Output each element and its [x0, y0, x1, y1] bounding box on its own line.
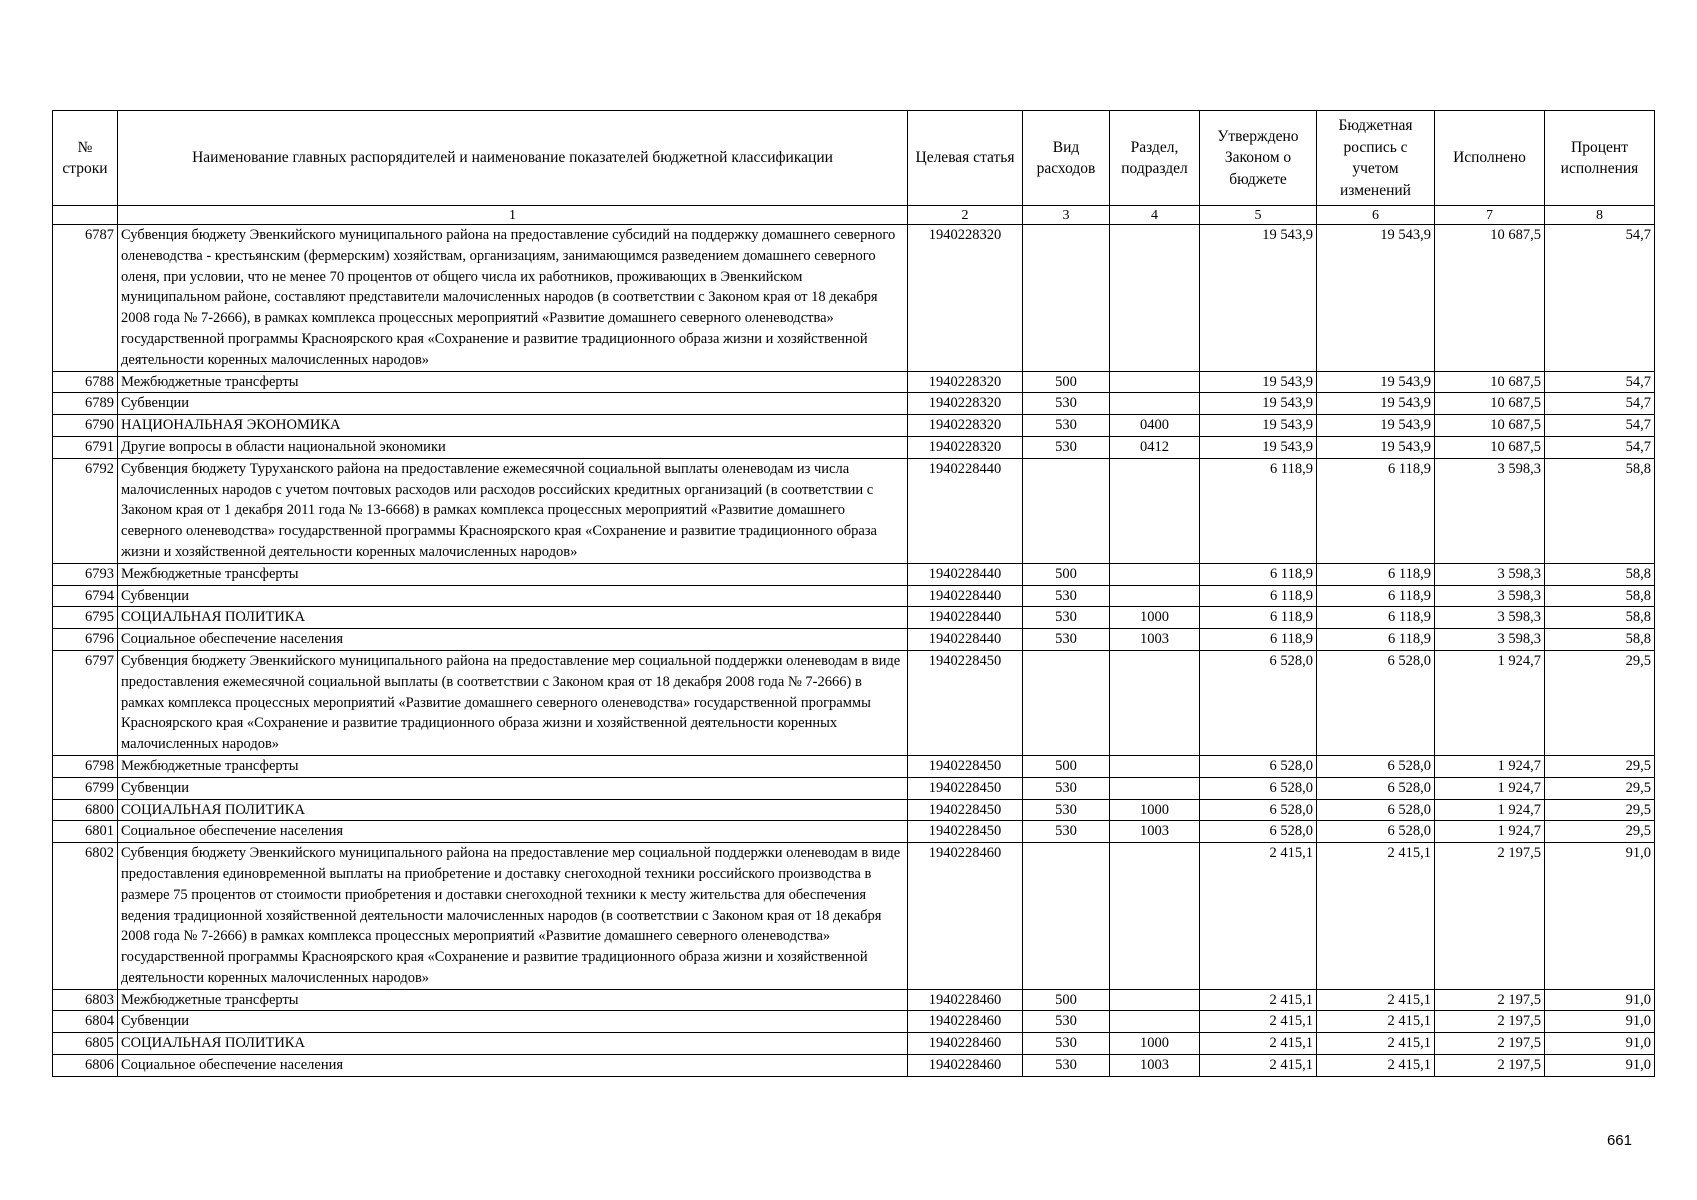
executed-amount-cell: 10 687,5	[1435, 371, 1545, 393]
budget-list-amount-cell: 6 118,9	[1317, 563, 1435, 585]
executed-amount-cell: 10 687,5	[1435, 393, 1545, 415]
column-header-percent: Процент исполнения	[1545, 111, 1655, 206]
budget-list-amount-cell: 2 415,1	[1317, 1011, 1435, 1033]
row-number-cell: 6795	[53, 607, 118, 629]
section-cell	[1110, 225, 1200, 372]
target-item-cell: 1940228320	[908, 225, 1023, 372]
budget-list-amount-cell: 6 528,0	[1317, 777, 1435, 799]
description-cell: Субвенция бюджету Туруханского района на предоставление ежемесячной социальной выплаты оленеводам из числа малочисленных народов с учетом почтовых расходов или расходов российских кредитных организаций (в соответствии с Законом края от 1 декабря 2011 года № 13-6668) в рамках комплекса процессных мероприятий «Развитие домашнего северного оленеводства» государственной программы Красноярского края «Сохранение и развитие традиционного образа жизни и хозяйственной деятельности коренных малочисленных народов»	[118, 458, 908, 563]
budget-list-amount-cell: 6 528,0	[1317, 821, 1435, 843]
target-item-cell: 1940228450	[908, 799, 1023, 821]
approved-amount-cell: 6 118,9	[1200, 585, 1317, 607]
header-row	[53, 111, 1655, 206]
executed-amount-cell: 10 687,5	[1435, 225, 1545, 372]
percent-cell: 29,5	[1545, 821, 1655, 843]
column-header-section: Раздел, подраздел	[1110, 111, 1200, 206]
description-cell: Субвенция бюджету Эвенкийского муниципального района на предоставление субсидий на поддержку домашнего северного оленеводства - крестьянским (фермерским) хозяйствам, организациям, занимающимся разведением домашнего северного оленя, при условии, что не менее 70 процентов от общего числа их работников, проживающих в Эвенкийском муниципальном районе, составляют представители малочисленных народов (в соответствии с Законом края от 18 декабря 2008 года № 7-2666), в рамках комплекса процессных мероприятий «Развитие домашнего северного оленеводства» государственной программы Красноярского края «Сохранение и развитие традиционного образа жизни и хозяйственной деятельности коренных малочисленных народов»	[118, 225, 908, 372]
description-cell: НАЦИОНАЛЬНАЯ ЭКОНОМИКА	[118, 415, 908, 437]
target-item-cell: 1940228320	[908, 415, 1023, 437]
table-row	[53, 799, 1655, 821]
percent-cell: 91,0	[1545, 1055, 1655, 1077]
table-row	[53, 563, 1655, 585]
table-row	[53, 585, 1655, 607]
row-number-cell: 6789	[53, 393, 118, 415]
executed-amount-cell: 3 598,3	[1435, 563, 1545, 585]
expense-type-cell: 500	[1023, 563, 1110, 585]
row-number-cell: 6796	[53, 629, 118, 651]
executed-amount-cell: 3 598,3	[1435, 585, 1545, 607]
section-cell: 0412	[1110, 436, 1200, 458]
column-header-target-item: Целевая статья	[908, 111, 1023, 206]
target-item-cell: 1940228440	[908, 607, 1023, 629]
budget-list-amount-cell: 6 118,9	[1317, 585, 1435, 607]
column-number: 5	[1200, 206, 1317, 225]
row-number-cell: 6791	[53, 436, 118, 458]
column-header-executed: Исполнено	[1435, 111, 1545, 206]
row-number-cell: 6802	[53, 843, 118, 990]
description-cell: Межбюджетные трансферты	[118, 755, 908, 777]
column-header-row-number: № строки	[53, 111, 118, 206]
section-cell	[1110, 458, 1200, 563]
expense-type-cell: 500	[1023, 371, 1110, 393]
budget-table	[52, 110, 1655, 1077]
percent-cell: 54,7	[1545, 436, 1655, 458]
row-number-cell: 6790	[53, 415, 118, 437]
column-number: 1	[118, 206, 908, 225]
description-cell: СОЦИАЛЬНАЯ ПОЛИТИКА	[118, 1033, 908, 1055]
expense-type-cell	[1023, 458, 1110, 563]
column-number	[53, 206, 118, 225]
approved-amount-cell: 2 415,1	[1200, 1055, 1317, 1077]
budget-list-amount-cell: 6 118,9	[1317, 458, 1435, 563]
section-cell	[1110, 371, 1200, 393]
table-row	[53, 371, 1655, 393]
expense-type-cell: 530	[1023, 607, 1110, 629]
column-number: 6	[1317, 206, 1435, 225]
column-number: 7	[1435, 206, 1545, 225]
target-item-cell: 1940228460	[908, 989, 1023, 1011]
section-cell	[1110, 843, 1200, 990]
executed-amount-cell: 1 924,7	[1435, 799, 1545, 821]
section-cell	[1110, 563, 1200, 585]
expense-type-cell	[1023, 843, 1110, 990]
executed-amount-cell: 2 197,5	[1435, 989, 1545, 1011]
table-row	[53, 821, 1655, 843]
percent-cell: 58,8	[1545, 563, 1655, 585]
table-row	[53, 415, 1655, 437]
approved-amount-cell: 6 118,9	[1200, 607, 1317, 629]
column-header-expense-type: Вид расходов	[1023, 111, 1110, 206]
table-row	[53, 650, 1655, 755]
budget-list-amount-cell: 6 118,9	[1317, 629, 1435, 651]
approved-amount-cell: 2 415,1	[1200, 1033, 1317, 1055]
column-number: 8	[1545, 206, 1655, 225]
approved-amount-cell: 6 118,9	[1200, 458, 1317, 563]
approved-amount-cell: 6 118,9	[1200, 563, 1317, 585]
approved-amount-cell: 6 528,0	[1200, 799, 1317, 821]
description-cell: Субвенция бюджету Эвенкийского муниципального района на предоставление мер социальной поддержки оленеводам в виде предоставления единовременной выплаты на приобретение и доставку снегоходной техники российского производства в размере 75 процентов от стоимости приобретения и доставки снегоходной техники к месту жительства для обеспечения ведения традиционной хозяйственной деятельности малочисленных народов (в соответствии с Законом края от 18 декабря 2008 года № 7-2666) в рамках комплекса процессных мероприятий «Развитие домашнего северного оленеводства» государственной программы Красноярского края «Сохранение и развитие традиционного образа жизни и хозяйственной деятельности коренных малочисленных народов»	[118, 843, 908, 990]
executed-amount-cell: 1 924,7	[1435, 777, 1545, 799]
row-number-cell: 6806	[53, 1055, 118, 1077]
column-numbers-row	[53, 206, 1655, 225]
executed-amount-cell: 3 598,3	[1435, 607, 1545, 629]
expense-type-cell: 530	[1023, 629, 1110, 651]
expense-type-cell	[1023, 225, 1110, 372]
approved-amount-cell: 6 528,0	[1200, 755, 1317, 777]
table-row	[53, 225, 1655, 372]
section-cell	[1110, 393, 1200, 415]
table-row	[53, 607, 1655, 629]
description-cell: Социальное обеспечение населения	[118, 629, 908, 651]
table-row	[53, 989, 1655, 1011]
approved-amount-cell: 19 543,9	[1200, 393, 1317, 415]
column-number: 4	[1110, 206, 1200, 225]
table-row	[53, 436, 1655, 458]
percent-cell: 58,8	[1545, 585, 1655, 607]
description-cell: Социальное обеспечение населения	[118, 1055, 908, 1077]
approved-amount-cell: 2 415,1	[1200, 843, 1317, 990]
row-number-cell: 6804	[53, 1011, 118, 1033]
row-number-cell: 6787	[53, 225, 118, 372]
budget-list-amount-cell: 6 528,0	[1317, 755, 1435, 777]
percent-cell: 91,0	[1545, 843, 1655, 990]
description-cell: СОЦИАЛЬНАЯ ПОЛИТИКА	[118, 799, 908, 821]
target-item-cell: 1940228440	[908, 563, 1023, 585]
description-cell: Другие вопросы в области национальной экономики	[118, 436, 908, 458]
section-cell: 1000	[1110, 1033, 1200, 1055]
percent-cell: 54,7	[1545, 393, 1655, 415]
approved-amount-cell: 2 415,1	[1200, 1011, 1317, 1033]
target-item-cell: 1940228450	[908, 821, 1023, 843]
percent-cell: 58,8	[1545, 629, 1655, 651]
approved-amount-cell: 6 528,0	[1200, 650, 1317, 755]
expense-type-cell: 530	[1023, 1055, 1110, 1077]
approved-amount-cell: 19 543,9	[1200, 436, 1317, 458]
row-number-cell: 6801	[53, 821, 118, 843]
expense-type-cell	[1023, 650, 1110, 755]
executed-amount-cell: 1 924,7	[1435, 650, 1545, 755]
expense-type-cell: 530	[1023, 393, 1110, 415]
row-number-cell: 6794	[53, 585, 118, 607]
approved-amount-cell: 19 543,9	[1200, 225, 1317, 372]
section-cell	[1110, 1011, 1200, 1033]
page-number: 661	[1606, 1132, 1632, 1149]
executed-amount-cell: 10 687,5	[1435, 415, 1545, 437]
approved-amount-cell: 19 543,9	[1200, 371, 1317, 393]
target-item-cell: 1940228460	[908, 1011, 1023, 1033]
percent-cell: 58,8	[1545, 607, 1655, 629]
executed-amount-cell: 3 598,3	[1435, 629, 1545, 651]
expense-type-cell: 530	[1023, 436, 1110, 458]
approved-amount-cell: 19 543,9	[1200, 415, 1317, 437]
expense-type-cell: 500	[1023, 989, 1110, 1011]
description-cell: Субвенция бюджету Эвенкийского муниципального района на предоставление мер социальной поддержки оленеводам в виде предоставления ежемесячной социальной выплаты (в соответствии с Законом края от 18 декабря 2008 года № 7-2666) в рамках комплекса процессных мероприятий «Развитие домашнего северного оленеводства» государственной программы Красноярского края «Сохранение и развитие традиционного образа жизни и хозяйственной деятельности коренных малочисленных народов»	[118, 650, 908, 755]
budget-list-amount-cell: 6 528,0	[1317, 650, 1435, 755]
row-number-cell: 6800	[53, 799, 118, 821]
expense-type-cell: 500	[1023, 755, 1110, 777]
section-cell	[1110, 777, 1200, 799]
percent-cell: 29,5	[1545, 755, 1655, 777]
budget-list-amount-cell: 2 415,1	[1317, 1033, 1435, 1055]
percent-cell: 54,7	[1545, 225, 1655, 372]
expense-type-cell: 530	[1023, 799, 1110, 821]
section-cell	[1110, 755, 1200, 777]
row-number-cell: 6799	[53, 777, 118, 799]
column-number: 2	[908, 206, 1023, 225]
description-cell: Межбюджетные трансферты	[118, 371, 908, 393]
executed-amount-cell: 1 924,7	[1435, 755, 1545, 777]
row-number-cell: 6798	[53, 755, 118, 777]
description-cell: Субвенции	[118, 777, 908, 799]
percent-cell: 91,0	[1545, 989, 1655, 1011]
approved-amount-cell: 2 415,1	[1200, 989, 1317, 1011]
budget-list-amount-cell: 6 118,9	[1317, 607, 1435, 629]
target-item-cell: 1940228320	[908, 393, 1023, 415]
target-item-cell: 1940228460	[908, 1055, 1023, 1077]
budget-list-amount-cell: 19 543,9	[1317, 436, 1435, 458]
approved-amount-cell: 6 528,0	[1200, 821, 1317, 843]
executed-amount-cell: 2 197,5	[1435, 843, 1545, 990]
budget-list-amount-cell: 19 543,9	[1317, 371, 1435, 393]
expense-type-cell: 530	[1023, 821, 1110, 843]
section-cell: 1003	[1110, 821, 1200, 843]
target-item-cell: 1940228320	[908, 436, 1023, 458]
executed-amount-cell: 3 598,3	[1435, 458, 1545, 563]
table-row	[53, 1033, 1655, 1055]
target-item-cell: 1940228440	[908, 458, 1023, 563]
section-cell: 0400	[1110, 415, 1200, 437]
description-cell: Межбюджетные трансферты	[118, 563, 908, 585]
target-item-cell: 1940228450	[908, 755, 1023, 777]
approved-amount-cell: 6 118,9	[1200, 629, 1317, 651]
approved-amount-cell: 6 528,0	[1200, 777, 1317, 799]
budget-list-amount-cell: 2 415,1	[1317, 1055, 1435, 1077]
table-row	[53, 458, 1655, 563]
description-cell: Субвенции	[118, 393, 908, 415]
target-item-cell: 1940228460	[908, 843, 1023, 990]
budget-list-amount-cell: 2 415,1	[1317, 989, 1435, 1011]
section-cell: 1003	[1110, 629, 1200, 651]
target-item-cell: 1940228450	[908, 650, 1023, 755]
percent-cell: 29,5	[1545, 650, 1655, 755]
row-number-cell: 6805	[53, 1033, 118, 1055]
row-number-cell: 6803	[53, 989, 118, 1011]
percent-cell: 54,7	[1545, 371, 1655, 393]
budget-list-amount-cell: 2 415,1	[1317, 843, 1435, 990]
target-item-cell: 1940228440	[908, 629, 1023, 651]
expense-type-cell: 530	[1023, 415, 1110, 437]
description-cell: Межбюджетные трансферты	[118, 989, 908, 1011]
section-cell: 1003	[1110, 1055, 1200, 1077]
section-cell: 1000	[1110, 799, 1200, 821]
description-cell: Субвенции	[118, 585, 908, 607]
section-cell: 1000	[1110, 607, 1200, 629]
percent-cell: 91,0	[1545, 1033, 1655, 1055]
percent-cell: 54,7	[1545, 415, 1655, 437]
percent-cell: 29,5	[1545, 799, 1655, 821]
target-item-cell: 1940228320	[908, 371, 1023, 393]
target-item-cell: 1940228450	[908, 777, 1023, 799]
row-number-cell: 6793	[53, 563, 118, 585]
table-row	[53, 755, 1655, 777]
column-number: 3	[1023, 206, 1110, 225]
column-header-name: Наименование главных распорядителей и наименование показателей бюджетной классификации	[118, 111, 908, 206]
executed-amount-cell: 10 687,5	[1435, 436, 1545, 458]
expense-type-cell: 530	[1023, 777, 1110, 799]
expense-type-cell: 530	[1023, 1033, 1110, 1055]
target-item-cell: 1940228440	[908, 585, 1023, 607]
budget-list-amount-cell: 19 543,9	[1317, 393, 1435, 415]
description-cell: Субвенции	[118, 1011, 908, 1033]
budget-list-amount-cell: 19 543,9	[1317, 415, 1435, 437]
percent-cell: 91,0	[1545, 1011, 1655, 1033]
expense-type-cell: 530	[1023, 585, 1110, 607]
table-row	[53, 1011, 1655, 1033]
row-number-cell: 6788	[53, 371, 118, 393]
executed-amount-cell: 2 197,5	[1435, 1055, 1545, 1077]
row-number-cell: 6797	[53, 650, 118, 755]
section-cell	[1110, 585, 1200, 607]
table-row	[53, 629, 1655, 651]
description-cell: СОЦИАЛЬНАЯ ПОЛИТИКА	[118, 607, 908, 629]
section-cell	[1110, 989, 1200, 1011]
executed-amount-cell: 2 197,5	[1435, 1033, 1545, 1055]
table-row	[53, 393, 1655, 415]
table-row	[53, 843, 1655, 990]
percent-cell: 58,8	[1545, 458, 1655, 563]
description-cell: Социальное обеспечение населения	[118, 821, 908, 843]
column-header-approved: Утверждено Законом о бюджете	[1200, 111, 1317, 206]
row-number-cell: 6792	[53, 458, 118, 563]
budget-list-amount-cell: 19 543,9	[1317, 225, 1435, 372]
executed-amount-cell: 2 197,5	[1435, 1011, 1545, 1033]
expense-type-cell: 530	[1023, 1011, 1110, 1033]
executed-amount-cell: 1 924,7	[1435, 821, 1545, 843]
percent-cell: 29,5	[1545, 777, 1655, 799]
table-body	[53, 225, 1655, 1077]
section-cell	[1110, 650, 1200, 755]
table-row	[53, 1055, 1655, 1077]
column-header-budget-list: Бюджетная роспись с учетом изменений	[1317, 111, 1435, 206]
target-item-cell: 1940228460	[908, 1033, 1023, 1055]
budget-list-amount-cell: 6 528,0	[1317, 799, 1435, 821]
table-row	[53, 777, 1655, 799]
